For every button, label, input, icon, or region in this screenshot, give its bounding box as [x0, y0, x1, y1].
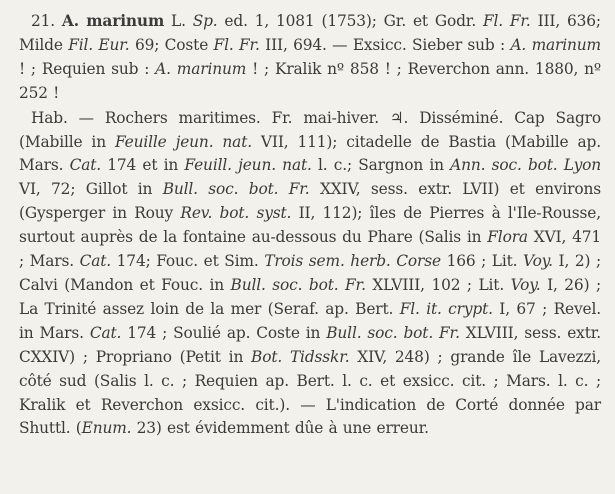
citation-text: ! ; Requien sub :: [19, 59, 156, 78]
habitat-text: Hab. — Rochers maritimes. Fr. mai-hiver. ♃. Disséminé. Cap Sagro (Mabille in: [19, 108, 601, 151]
reference-title: Bull. soc. bot. Fr.: [162, 180, 310, 199]
reference-title: Bull. soc. bot. Fr.: [326, 323, 460, 342]
reference-title: Flora: [487, 228, 528, 247]
reference-title: Bull. soc. bot. Fr.: [230, 275, 366, 294]
habitat-text: l. c.; Sargnon in: [311, 156, 451, 175]
exsiccata-name: A. marinum: [510, 35, 601, 54]
citation-title: Fil. Eur.: [68, 35, 130, 54]
citation-text: III, 694. — Exsicc. Sieber sub :: [259, 35, 511, 54]
habitat-text: XLVIII, sess. extr. CXXIV) ; Propriano (Petit in: [19, 323, 602, 366]
habitat-text: I, 2) ; Calvi (Mandon et Fouc. in: [19, 252, 601, 294]
habitat-text: I, 26) ; La Trinité assez loin de la mer (Seraf. ap. Bert.: [19, 275, 601, 318]
reference-title: Feuill. jeun. nat.: [184, 156, 312, 175]
citation-title: Fl. Fr.: [213, 35, 260, 54]
exsiccata-name: A. marinum: [155, 59, 247, 78]
habitat-text: XXIV, sess. extr. LVII) et environs (Gysperger in Rouy: [19, 180, 601, 223]
habitat-text: 174 ; Soulié ap. Coste in: [121, 323, 327, 342]
reference-title: Ann. soc. bot. Lyon: [450, 156, 601, 175]
reference-title: Bot. Tidsskr.: [251, 347, 350, 366]
citation-text: ed. 1, 1081 (1753); Gr. et Godr.: [217, 12, 483, 30]
habitat-text: VII, 111); citadelle de Bastia (Mabille ap. Mars.: [19, 132, 601, 175]
reference-title: Voy.: [510, 275, 541, 294]
citation-text: 69; Coste: [129, 35, 214, 54]
habitat-text: II, 112); îles de Pierres à l'Ile-Rousse, surtout auprès de la fontaine au-dessous du Phare (Salis in: [19, 204, 601, 247]
species-entry: [19, 10, 601, 106]
habitat-paragraph: [19, 107, 601, 442]
reference-title: Cat.: [79, 252, 112, 271]
habitat-text: I, 67 ; Revel. in Mars.: [19, 299, 602, 342]
habitat-text: XLVIII, 102 ; Lit.: [365, 275, 511, 294]
reference-title: Feuille jeun. nat.: [114, 132, 252, 151]
citation-title: Sp.: [192, 12, 218, 30]
reference-title: Rev. bot. syst.: [180, 204, 292, 223]
reference-title: Voy.: [523, 252, 553, 271]
citation-text: III, 636; Milde: [19, 12, 601, 54]
habitat-text: 174 et in: [101, 156, 185, 175]
habitat-text: XIV, 248) ; grande île Lavezzi, côté sud (Salis l. c. ; Requien ap. Bert. l. c. et exsicc. cit. ; Mars. l. c. ; Kralik et Reverchon exsicc. cit.). — L'indication de Corté donnée par Shuttl. (: [19, 347, 601, 438]
habitat-text: 166 ; Lit.: [440, 252, 524, 271]
citation-text: L.: [164, 12, 193, 30]
reference-title: Cat.: [69, 156, 102, 175]
habitat-text: VI, 72; Gillot in: [19, 180, 163, 199]
citation-title: Fl. Fr.: [482, 12, 531, 30]
reference-title: Enum.: [81, 419, 132, 438]
habitat-text: 174; Fouc. et Sim.: [111, 252, 265, 271]
reference-title: Trois sem. herb. Corse: [264, 252, 441, 271]
entry-number: 21.: [31, 12, 56, 30]
citation-text: ! ; Kralik nº 858 ! ; Reverchon ann. 1880, nº 252 !: [19, 59, 601, 102]
reference-title: Fl. it. crypt.: [399, 299, 493, 318]
reference-title: Cat.: [89, 323, 122, 342]
species-name: A. marinum: [61, 12, 165, 30]
habitat-text: 23) est évidemment dûe à une erreur.: [131, 419, 429, 438]
habitat-text: XVI, 471 ; Mars.: [19, 228, 601, 271]
